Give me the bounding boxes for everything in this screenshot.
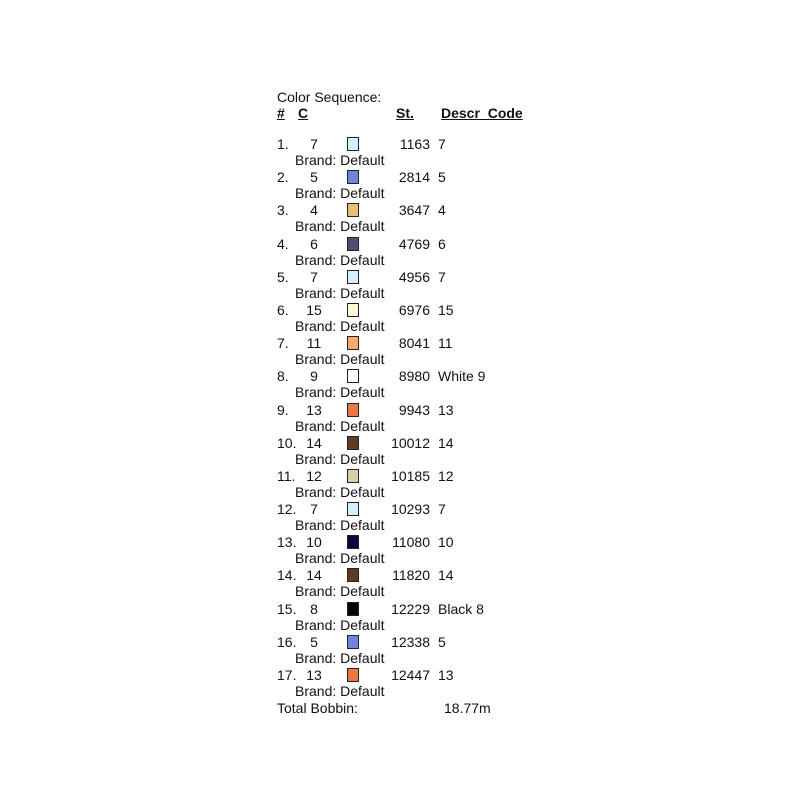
total-bobbin-value: 18.77m [444,700,491,716]
total-bobbin-label: Total Bobbin: [277,700,358,716]
row-number: 14. [277,567,297,584]
stitch-count: 12229 [391,600,430,617]
brand-label: Brand: Default [295,649,385,666]
color-sequence-row [277,534,577,567]
thread-color-swatch [347,237,359,251]
stitch-count: 1163 [399,136,430,152]
color-code: 7 [310,501,318,518]
brand-label: Brand: Default [295,384,385,401]
thread-color-swatch [347,403,359,417]
stitches-column-header: St. [396,105,414,121]
description-code: 14 [438,434,454,451]
color-sequence-row [277,368,577,401]
brand-label: Brand: Default [295,450,385,467]
thread-color-swatch [347,668,359,682]
thread-color-swatch [347,270,359,284]
description-code: 4 [438,202,446,219]
color-code: 13 [306,401,322,418]
stitch-count: 10185 [391,467,430,484]
color-code: 7 [310,136,318,152]
color-sequence-row [277,601,577,634]
color-code: 13 [306,667,322,683]
stitch-count: 2814 [398,169,430,186]
color-sequence-title: Color Sequence: [277,89,382,105]
stitch-count: 12338 [391,633,430,650]
row-number: 10. [277,434,297,451]
color-code: 14 [306,434,322,451]
stitch-count: 4956 [398,268,430,285]
stitch-count: 3647 [398,202,430,219]
stitch-count: 8980 [398,368,430,385]
color-code: 5 [310,169,318,186]
color-sequence-row [277,302,577,335]
thread-color-swatch [347,137,359,151]
description-code: 14 [438,567,454,584]
row-number: 2. [277,169,289,186]
description-code: 12 [438,467,454,484]
color-sequence-list [277,136,577,700]
row-number: 8. [277,368,289,385]
thread-color-swatch [347,336,359,350]
row-number: 17. [277,667,297,683]
description-code: 5 [438,169,446,186]
color-column-header: C [298,105,309,121]
stitch-count: 4769 [398,235,430,252]
color-code: 7 [310,268,318,285]
row-number: 3. [277,202,289,219]
description-code: 7 [438,268,446,285]
color-code: 11 [306,335,322,352]
row-number: 4. [277,235,289,252]
brand-label: Brand: Default [295,251,385,268]
thread-color-swatch [347,303,359,317]
description-code: 13 [438,401,454,418]
row-number: 1. [277,136,289,152]
color-code: 10 [306,534,322,551]
color-sequence-row [277,468,577,501]
brand-label: Brand: Default [295,317,385,334]
color-code: 8 [310,600,318,617]
description-code: 10 [438,534,454,551]
row-number: 16. [277,633,297,650]
row-number: 5. [277,268,289,285]
description-code: 13 [438,667,454,683]
brand-label: Brand: Default [295,218,385,235]
color-sequence-row [277,402,577,435]
color-sequence-row [277,335,577,368]
description-code: 6 [438,235,446,252]
row-number: 12. [277,501,297,518]
brand-label: Brand: Default [295,517,385,534]
stitch-count: 10293 [391,501,430,518]
color-code: 5 [310,633,318,650]
brand-label: Brand: Default [295,185,385,202]
thread-color-swatch [347,502,359,516]
brand-label: Brand: Default [295,351,385,368]
thread-color-swatch [347,469,359,483]
thread-color-swatch [347,436,359,450]
description-code: Black 8 [438,600,484,617]
thread-color-swatch [347,170,359,184]
stitch-count: 11080 [392,534,430,551]
brand-label: Brand: Default [295,483,385,500]
stitch-count: 9943 [398,401,430,418]
description-code: 7 [438,501,446,518]
row-number: 15. [277,600,297,617]
row-number: 7. [277,335,289,352]
color-sequence-row [277,435,577,468]
row-number: 6. [277,301,289,318]
color-sequence-row [277,567,577,600]
thread-color-swatch [347,369,359,383]
brand-label: Brand: Default [295,284,385,301]
stitch-count: 12447 [391,667,430,683]
description-code-column-header: Descr_Code [441,105,523,121]
brand-label: Brand: Default [295,583,385,600]
thread-color-swatch [347,635,359,649]
stitch-count: 10012 [391,434,430,451]
stitch-count: 8041 [398,335,430,352]
brand-label: Brand: Default [295,152,385,168]
brand-label: Brand: Default [295,417,385,434]
description-code: 7 [438,136,446,152]
number-column-header: # [277,105,285,121]
stitch-count: 11820 [392,567,430,584]
description-code: 11 [438,335,453,352]
color-sequence-row [277,269,577,302]
description-code: 15 [438,301,454,318]
stitch-count: 6976 [398,301,430,318]
brand-label: Brand: Default [295,550,385,567]
color-sequence-row [277,501,577,534]
description-code: White 9 [438,368,486,385]
color-code: 12 [306,467,322,484]
color-code: 4 [310,202,318,219]
thread-color-swatch [347,602,359,616]
row-number: 11. [277,467,296,484]
brand-label: Brand: Default [295,616,385,633]
color-sequence-row [277,136,577,169]
color-code: 15 [306,301,322,318]
color-sequence-row [277,634,577,667]
row-number: 9. [277,401,289,418]
brand-label: Brand: Default [295,683,385,699]
thread-color-swatch [347,203,359,217]
total-bobbin-row [277,700,577,718]
color-code: 9 [310,368,318,385]
color-sequence-row [277,236,577,269]
color-code: 6 [310,235,318,252]
color-sequence-row [277,202,577,235]
color-code: 14 [306,567,322,584]
color-sequence-row [277,667,577,700]
row-number: 13. [277,534,297,551]
thread-color-swatch [347,535,359,549]
thread-color-swatch [347,568,359,582]
description-code: 5 [438,633,446,650]
color-sequence-row [277,169,577,202]
